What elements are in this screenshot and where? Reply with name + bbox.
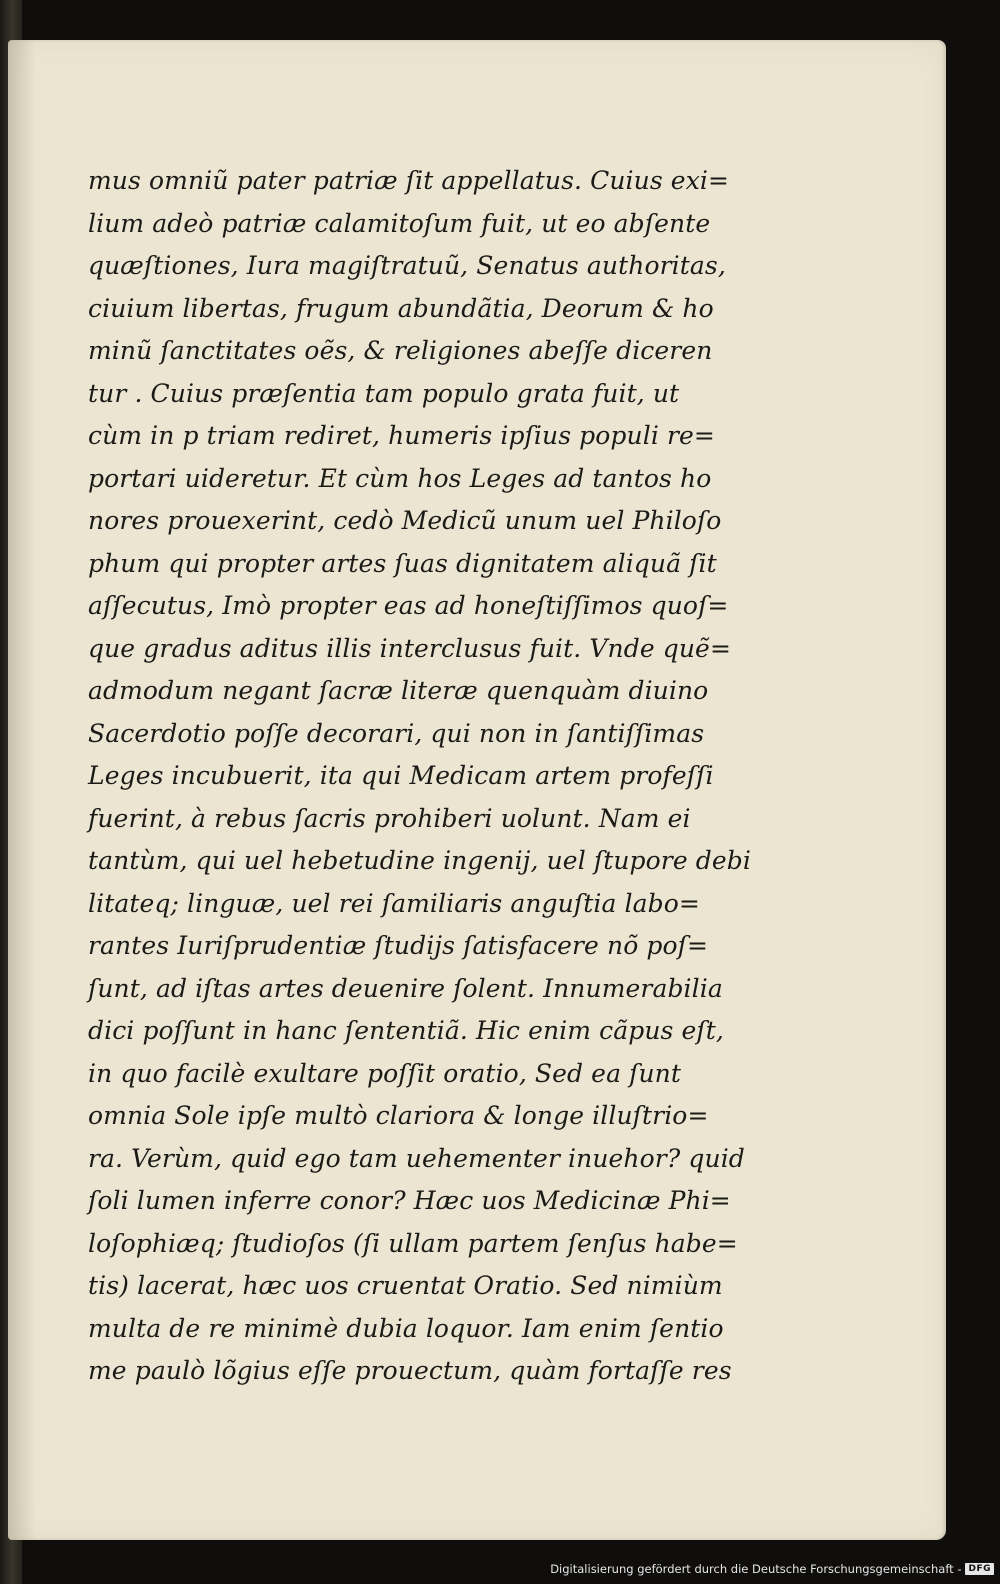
text-line: me paulò lõgius eſſe prouectum, quàm fortaſſe res: [88, 1356, 732, 1385]
text-line: rantes Iuriſprudentiæ ſtudijs ſatisfacere nõ poſ=: [88, 931, 709, 960]
book-page: [8, 40, 946, 1540]
text-line: tur . Cuius præſentia tam populo grata fuit, ut: [88, 378, 680, 408]
text-line: ſoli lumen inferre conor? Hæc uos Medicinæ Phi=: [88, 1186, 731, 1215]
page-gutter-shadow: [8, 40, 36, 1540]
text-line: litateq; linguæ, uel rei ſamiliaris anguſtia labo=: [88, 888, 700, 918]
text-line: ſunt, ad iſtas artes deuenire ſolent. Innumerabilia: [88, 973, 723, 1003]
text-line: cùm in p triam rediret, humeris ipſius populi re=: [88, 421, 715, 450]
text-line: nores prouexerint, cedò Medicũ unum uel Philoſo: [88, 506, 722, 535]
text-line: lium adeò patriæ calamitoſum fuit, ut eo abſente: [88, 208, 711, 238]
text-line: phum qui propter artes ſuas dignitatem aliquã ſit: [88, 548, 717, 578]
text-line: fuerint, à rebus ſacris prohiberi uolunt. Nam ei: [88, 803, 691, 833]
text-line: mus omniũ pater patriæ ſit appellatus. Cuius exi=: [88, 166, 730, 195]
text-line: loſophiæq; ſtudioſos (ſi ullam partem ſenſus habe=: [88, 1228, 738, 1258]
dfg-credit-text: Digitalisierung gefördert durch die Deutsche Forschungsgemeinschaft -: [550, 1562, 962, 1576]
text-line: quæſtiones, Iura magiſtratuũ, Senatus authoritas,: [88, 251, 726, 280]
text-line: Sacerdotio poſſe decorari, qui non in ſantiſſimas: [88, 718, 705, 748]
text-line: aſſecutus, Imò propter eas ad honeſtiſſimos quoſ=: [88, 591, 729, 620]
text-line: portari uideretur. Et cùm hos Leges ad tantos ho: [88, 463, 712, 493]
digitization-credit-footer: [550, 1559, 994, 1579]
text-line: multa de re minimè dubia loquor. Iam enim ſentio: [88, 1313, 724, 1343]
text-line: minũ ſanctitates oẽs, & religiones abeſſe diceren: [88, 336, 713, 365]
text-line: admodum negant ſacræ literæ quenquàm diuino: [88, 676, 709, 705]
page-text-block: [88, 160, 788, 1393]
dfg-logo: DFG: [965, 1563, 994, 1575]
text-line: Leges incubuerit, ita qui Medicam artem profeſſi: [88, 761, 714, 790]
text-line: ciuium libertas, frugum abundãtia, Deorum & ho: [88, 293, 714, 323]
text-line: tantùm, qui uel hebetudine ingenij, uel ſtupore debi: [88, 846, 751, 875]
text-line: ra. Verùm, quid ego tam uehementer inuehor? quid: [88, 1143, 745, 1173]
text-line: tis) lacerat, hæc uos cruentat Oratio. Sed nimiùm: [88, 1271, 723, 1300]
text-line: omnia Sole ipſe multò clariora & longe illuſtrio=: [88, 1101, 709, 1130]
text-line: dici poſſunt in hanc ſententiã. Hic enim cãpus eſt,: [88, 1016, 724, 1045]
text-line: que gradus aditus illis interclusus fuit. Vnde quẽ=: [88, 633, 732, 663]
text-line: in quo facilè exultare poſſit oratio, Sed ea ſunt: [88, 1058, 682, 1088]
